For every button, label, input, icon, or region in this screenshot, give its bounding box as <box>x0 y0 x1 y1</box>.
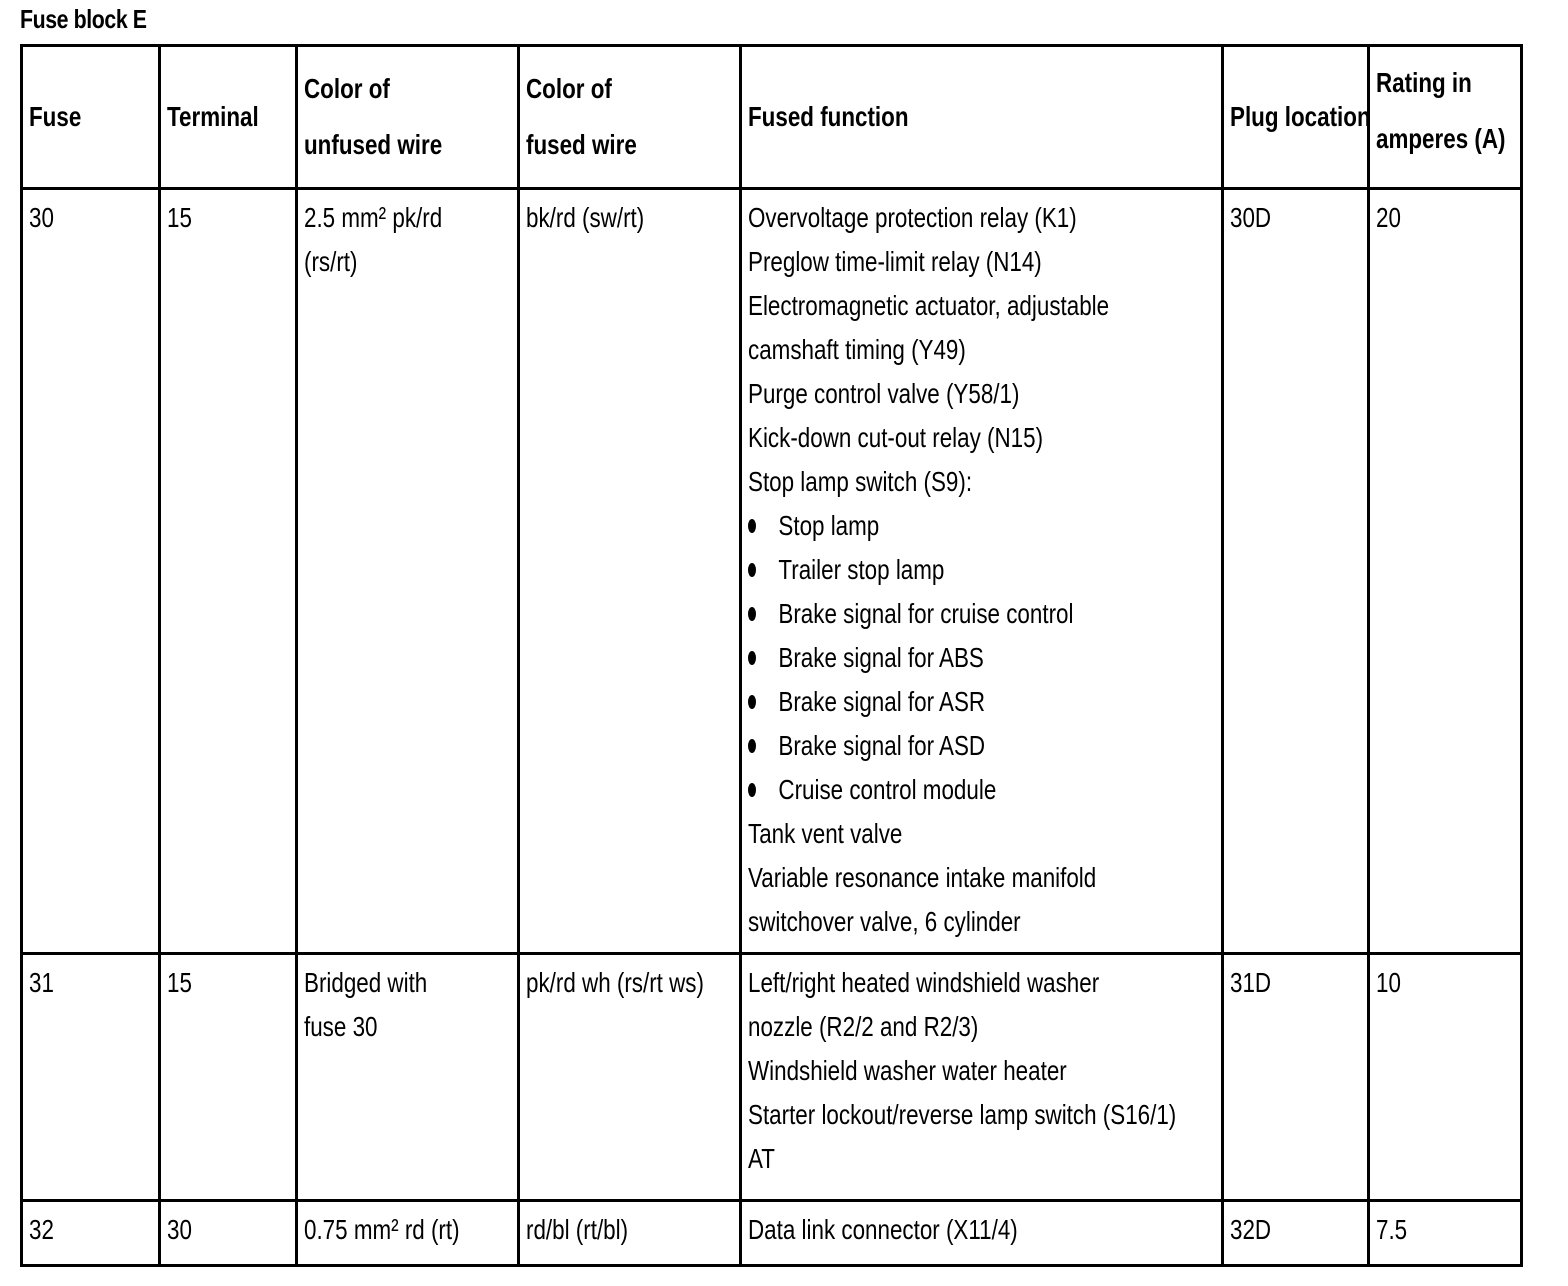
function-line: AT <box>748 1143 775 1174</box>
function-line: camshaft timing (Y49) <box>748 334 966 365</box>
bullet-icon <box>748 651 756 665</box>
cell-fused-function: Data link connector (X11/4) <box>741 1201 1223 1266</box>
bullet-icon <box>748 695 756 709</box>
cell-fused-function <box>741 954 1223 1201</box>
bullet-icon <box>748 783 756 797</box>
bullet-icon <box>748 563 756 577</box>
bullet-item: Brake signal for ASD <box>748 724 1109 768</box>
function-line: Stop lamp switch (S9): <box>748 466 973 497</box>
function-line: Preglow time-limit relay (N14) <box>748 246 1042 277</box>
bullet-item: Brake signal for ABS <box>748 636 1109 680</box>
function-line: Variable resonance intake manifold <box>748 862 1097 893</box>
cell-terminal: 30 <box>160 1201 297 1266</box>
function-line: Electromagnetic actuator, adjustable <box>748 290 1110 321</box>
cell-fuse: 30 <box>22 189 160 954</box>
cell-rating: 7.5 <box>1369 1201 1522 1266</box>
header-row <box>22 46 1522 189</box>
cell-rating: 20 <box>1369 189 1522 954</box>
document-title: Fuse block E <box>20 4 147 34</box>
header-plug-location: Plug location <box>1223 46 1369 189</box>
table-row <box>22 1201 1522 1266</box>
bullet-item: Trailer stop lamp <box>748 548 1109 592</box>
table-row <box>22 954 1522 1201</box>
cell-fused-wire: rd/bl (rt/bl) <box>519 1201 741 1266</box>
cell-fuse: 31 <box>22 954 160 1201</box>
cell-rating: 10 <box>1369 954 1522 1201</box>
cell-fused-wire: pk/rd wh (rs/rt ws) <box>519 954 741 1201</box>
bullet-icon <box>748 519 756 533</box>
function-line: Kick-down cut-out relay (N15) <box>748 422 1044 453</box>
cell-fuse: 32 <box>22 1201 160 1266</box>
cell-unfused-wire: 2.5 mm² pk/rd (rs/rt) <box>297 189 519 954</box>
cell-fused-function <box>741 189 1223 954</box>
cell-terminal: 15 <box>160 954 297 1201</box>
cell-unfused-wire: Bridged with fuse 30 <box>297 954 519 1201</box>
header-fuse: Fuse <box>22 46 160 189</box>
header-rating: Rating in amperes (A) <box>1369 46 1522 189</box>
function-line: Left/right heated windshield washer <box>748 967 1100 998</box>
function-line: Purge control valve (Y58/1) <box>748 378 1020 409</box>
bullet-item: Brake signal for ASR <box>748 680 1109 724</box>
bullet-item: Stop lamp <box>748 504 1109 548</box>
table-row <box>22 189 1522 954</box>
cell-terminal: 15 <box>160 189 297 954</box>
cell-plug-location: 32D <box>1223 1201 1369 1266</box>
cell-plug-location: 30D <box>1223 189 1369 954</box>
header-unfused-wire: Color of unfused wire <box>297 46 519 189</box>
function-line: switchover valve, 6 cylinder <box>748 906 1021 937</box>
bullet-item: Cruise control module <box>748 768 1109 812</box>
cell-unfused-wire: 0.75 mm² rd (rt) <box>297 1201 519 1266</box>
function-line: Windshield washer water heater <box>748 1055 1067 1086</box>
header-terminal: Terminal <box>160 46 297 189</box>
bullet-item: Brake signal for cruise control <box>748 592 1109 636</box>
header-fused-function: Fused function <box>741 46 1223 189</box>
header-fused-wire: Color of fused wire <box>519 46 741 189</box>
fuse-table <box>20 44 1523 1267</box>
function-line: Starter lockout/reverse lamp switch (S16/1) <box>748 1099 1177 1130</box>
cell-plug-location: 31D <box>1223 954 1369 1201</box>
function-line: Overvoltage protection relay (K1) <box>748 202 1077 233</box>
function-line: Tank vent valve <box>748 818 903 849</box>
function-line: nozzle (R2/2 and R2/3) <box>748 1011 979 1042</box>
cell-fused-wire: bk/rd (sw/rt) <box>519 189 741 954</box>
bullet-icon <box>748 607 756 621</box>
bullet-icon <box>748 739 756 753</box>
